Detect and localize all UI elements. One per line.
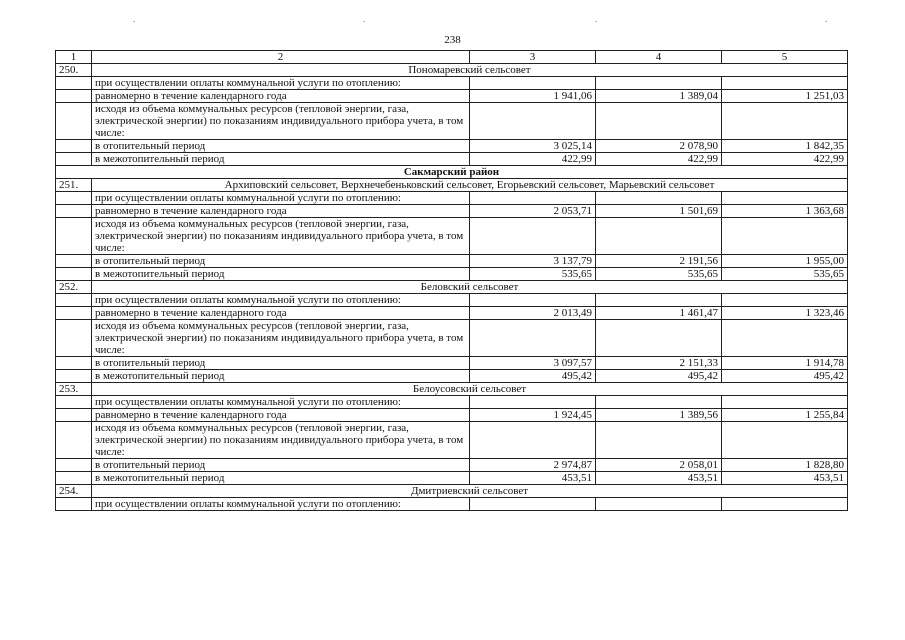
table-row bbox=[56, 472, 848, 485]
row-number-cell bbox=[56, 255, 92, 268]
value-col-3 bbox=[470, 294, 596, 307]
row-label: в межотопительный период bbox=[92, 268, 470, 281]
row-number-cell bbox=[56, 268, 92, 281]
row-label: в отопительный период bbox=[92, 255, 470, 268]
value-col-3 bbox=[470, 498, 596, 511]
table-row bbox=[56, 307, 848, 320]
value-col-4 bbox=[596, 320, 722, 357]
row-label: исходя из объема коммунальных ресурсов (тепловой энергии, газа, электрической энергии) по показаниям индивидуального прибора учета, в том числе: bbox=[92, 422, 470, 459]
table-row bbox=[56, 320, 848, 357]
value-col-5: 1 914,78 bbox=[722, 357, 848, 370]
value-col-5 bbox=[722, 77, 848, 90]
value-col-4: 2 078,90 bbox=[596, 140, 722, 153]
row-number-cell bbox=[56, 192, 92, 205]
value-col-3 bbox=[470, 77, 596, 90]
row-label: при осуществлении оплаты коммунальной услуги по отоплению: bbox=[92, 396, 470, 409]
value-col-5: 1 842,35 bbox=[722, 140, 848, 153]
table-row bbox=[56, 103, 848, 140]
row-label: в межотопительный период bbox=[92, 472, 470, 485]
table-row bbox=[56, 218, 848, 255]
value-col-5 bbox=[722, 396, 848, 409]
value-col-5 bbox=[722, 192, 848, 205]
row-label: при осуществлении оплаты коммунальной услуги по отоплению: bbox=[92, 498, 470, 511]
table-row bbox=[56, 90, 848, 103]
value-col-4 bbox=[596, 218, 722, 255]
value-col-4 bbox=[596, 192, 722, 205]
section-row bbox=[56, 281, 848, 294]
section-number: 252. bbox=[56, 281, 92, 294]
value-col-3: 2 053,71 bbox=[470, 205, 596, 218]
value-col-4 bbox=[596, 103, 722, 140]
table-row bbox=[56, 498, 848, 511]
section-title: Беловский сельсовет bbox=[92, 281, 848, 294]
value-col-5: 495,42 bbox=[722, 370, 848, 383]
value-col-5: 1 955,00 bbox=[722, 255, 848, 268]
row-label: в отопительный период bbox=[92, 140, 470, 153]
value-col-4: 2 151,33 bbox=[596, 357, 722, 370]
value-col-3: 2 974,87 bbox=[470, 459, 596, 472]
row-label: равномерно в течение календарного года bbox=[92, 307, 470, 320]
section-number: 251. bbox=[56, 179, 92, 192]
row-label: в межотопительный период bbox=[92, 153, 470, 166]
row-number-cell bbox=[56, 103, 92, 140]
header-row bbox=[56, 51, 848, 64]
value-col-5: 1 251,03 bbox=[722, 90, 848, 103]
row-number-cell bbox=[56, 90, 92, 103]
section-number: 253. bbox=[56, 383, 92, 396]
row-number-cell bbox=[56, 307, 92, 320]
value-col-3 bbox=[470, 422, 596, 459]
table-row bbox=[56, 192, 848, 205]
row-label: равномерно в течение календарного года bbox=[92, 90, 470, 103]
value-col-4 bbox=[596, 396, 722, 409]
section-title: Белоусовский сельсовет bbox=[92, 383, 848, 396]
value-col-3 bbox=[470, 192, 596, 205]
section-title: Архиповский сельсовет, Верхнечебеньковский сельсовет, Егорьевский сельсовет, Марьевский сельсовет bbox=[92, 179, 848, 192]
row-number-cell bbox=[56, 205, 92, 218]
row-number-cell bbox=[56, 472, 92, 485]
value-col-4: 453,51 bbox=[596, 472, 722, 485]
value-col-4: 2 191,56 bbox=[596, 255, 722, 268]
table-row bbox=[56, 255, 848, 268]
row-label: в межотопительный период bbox=[92, 370, 470, 383]
value-col-5: 1 363,68 bbox=[722, 205, 848, 218]
value-col-4: 2 058,01 bbox=[596, 459, 722, 472]
row-number-cell bbox=[56, 422, 92, 459]
value-col-4: 1 389,04 bbox=[596, 90, 722, 103]
value-col-5 bbox=[722, 103, 848, 140]
row-label: равномерно в течение календарного года bbox=[92, 409, 470, 422]
value-col-4 bbox=[596, 498, 722, 511]
header-cell: 2 bbox=[92, 51, 470, 64]
table-row bbox=[56, 459, 848, 472]
table-row bbox=[56, 153, 848, 166]
section-row bbox=[56, 64, 848, 77]
table-row bbox=[56, 268, 848, 281]
row-number-cell bbox=[56, 498, 92, 511]
section-title: Дмитриевский сельсовет bbox=[92, 485, 848, 498]
row-label: исходя из объема коммунальных ресурсов (тепловой энергии, газа, электрической энергии) по показаниям индивидуального прибора учета, в том числе: bbox=[92, 103, 470, 140]
header-cell: 5 bbox=[722, 51, 848, 64]
table-row bbox=[56, 205, 848, 218]
header-cell: 3 bbox=[470, 51, 596, 64]
value-col-4 bbox=[596, 422, 722, 459]
value-col-3 bbox=[470, 218, 596, 255]
value-col-3: 535,65 bbox=[470, 268, 596, 281]
value-col-4 bbox=[596, 77, 722, 90]
value-col-5 bbox=[722, 294, 848, 307]
value-col-3: 495,42 bbox=[470, 370, 596, 383]
section-row bbox=[56, 383, 848, 396]
row-label: при осуществлении оплаты коммунальной услуги по отоплению: bbox=[92, 77, 470, 90]
table-row bbox=[56, 140, 848, 153]
value-col-3: 3 137,79 bbox=[470, 255, 596, 268]
table-row bbox=[56, 357, 848, 370]
row-number-cell bbox=[56, 218, 92, 255]
header-cell: 4 bbox=[596, 51, 722, 64]
table-row bbox=[56, 370, 848, 383]
value-col-5: 535,65 bbox=[722, 268, 848, 281]
value-col-3: 1 941,06 bbox=[470, 90, 596, 103]
value-col-5: 1 255,84 bbox=[722, 409, 848, 422]
value-col-4 bbox=[596, 294, 722, 307]
row-number-cell bbox=[56, 153, 92, 166]
row-label: в отопительный период bbox=[92, 459, 470, 472]
value-col-5 bbox=[722, 320, 848, 357]
value-col-3: 2 013,49 bbox=[470, 307, 596, 320]
value-col-5: 1 323,46 bbox=[722, 307, 848, 320]
table-row bbox=[56, 77, 848, 90]
tariff-table bbox=[55, 50, 848, 511]
value-col-5 bbox=[722, 218, 848, 255]
district-row bbox=[56, 166, 848, 179]
row-label: исходя из объема коммунальных ресурсов (тепловой энергии, газа, электрической энергии) по показаниям индивидуального прибора учета, в том числе: bbox=[92, 320, 470, 357]
section-row bbox=[56, 179, 848, 192]
scan-specks: . . . . bbox=[133, 14, 828, 25]
value-col-5: 422,99 bbox=[722, 153, 848, 166]
value-col-4: 1 389,56 bbox=[596, 409, 722, 422]
row-number-cell bbox=[56, 320, 92, 357]
section-row bbox=[56, 485, 848, 498]
value-col-5 bbox=[722, 422, 848, 459]
value-col-5: 1 828,80 bbox=[722, 459, 848, 472]
value-col-3: 1 924,45 bbox=[470, 409, 596, 422]
row-label: при осуществлении оплаты коммунальной услуги по отоплению: bbox=[92, 192, 470, 205]
value-col-4: 535,65 bbox=[596, 268, 722, 281]
row-number-cell bbox=[56, 357, 92, 370]
row-number-cell bbox=[56, 396, 92, 409]
row-label: равномерно в течение календарного года bbox=[92, 205, 470, 218]
value-col-4: 1 461,47 bbox=[596, 307, 722, 320]
header-cell: 1 bbox=[56, 51, 92, 64]
value-col-3: 422,99 bbox=[470, 153, 596, 166]
table-row bbox=[56, 294, 848, 307]
value-col-4: 495,42 bbox=[596, 370, 722, 383]
value-col-3: 3 025,14 bbox=[470, 140, 596, 153]
value-col-3 bbox=[470, 320, 596, 357]
section-number: 250. bbox=[56, 64, 92, 77]
district-title: Сакмарский район bbox=[56, 166, 848, 179]
value-col-4: 1 501,69 bbox=[596, 205, 722, 218]
section-number: 254. bbox=[56, 485, 92, 498]
row-number-cell bbox=[56, 459, 92, 472]
row-number-cell bbox=[56, 77, 92, 90]
value-col-4: 422,99 bbox=[596, 153, 722, 166]
row-label: при осуществлении оплаты коммунальной услуги по отоплению: bbox=[92, 294, 470, 307]
page-number: 238 bbox=[444, 34, 461, 46]
value-col-5 bbox=[722, 498, 848, 511]
row-number-cell bbox=[56, 294, 92, 307]
value-col-5: 453,51 bbox=[722, 472, 848, 485]
value-col-3: 453,51 bbox=[470, 472, 596, 485]
value-col-3: 3 097,57 bbox=[470, 357, 596, 370]
table-row bbox=[56, 422, 848, 459]
value-col-3 bbox=[470, 103, 596, 140]
row-number-cell bbox=[56, 140, 92, 153]
table-row bbox=[56, 409, 848, 422]
value-col-3 bbox=[470, 396, 596, 409]
row-label: в отопительный период bbox=[92, 357, 470, 370]
row-label: исходя из объема коммунальных ресурсов (тепловой энергии, газа, электрической энергии) по показаниям индивидуального прибора учета, в том числе: bbox=[92, 218, 470, 255]
row-number-cell bbox=[56, 409, 92, 422]
table-row bbox=[56, 396, 848, 409]
section-title: Пономаревский сельсовет bbox=[92, 64, 848, 77]
row-number-cell bbox=[56, 370, 92, 383]
